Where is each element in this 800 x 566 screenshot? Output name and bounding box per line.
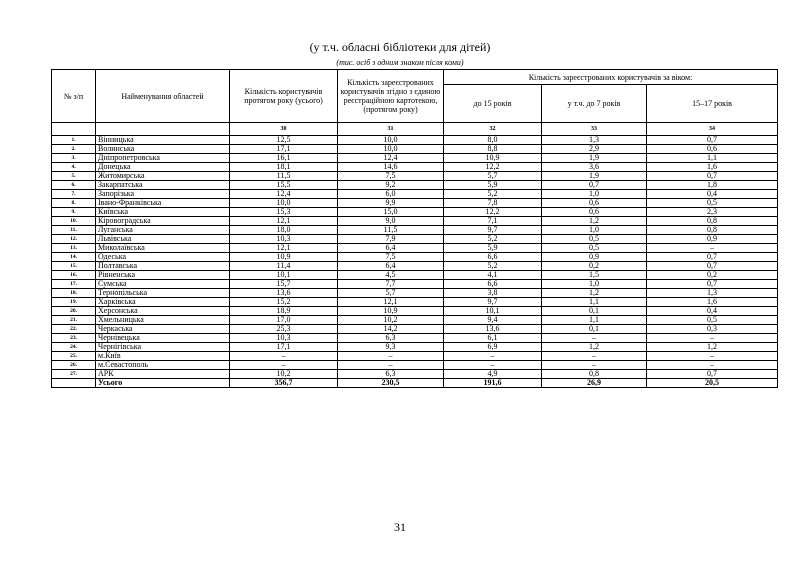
row-index: 15. [52,262,96,271]
value-cell: – [542,334,647,343]
table-row [52,208,778,217]
column-number: 30 [230,123,338,136]
value-cell: 10,1 [230,271,338,280]
value-cell: – [542,352,647,361]
value-cell: 12,5 [230,136,338,145]
value-cell: 10,9 [230,253,338,262]
value-cell: 1,0 [542,226,647,235]
region-name: Дніпропетровська [96,154,230,163]
value-cell: – [647,352,778,361]
value-cell: 11,5 [338,226,444,235]
value-cell: 10,2 [338,316,444,325]
value-cell: 1,8 [647,181,778,190]
region-name: Івано-Франківська [96,199,230,208]
header-by-age: Кількість зареєстрованих користувачів за віком: [444,70,778,85]
value-cell: 0,5 [542,235,647,244]
total-row [52,379,778,388]
value-cell: 9,4 [444,316,542,325]
row-index: 25. [52,352,96,361]
value-cell: 4,9 [444,370,542,379]
row-index: 4. [52,163,96,172]
table-row [52,145,778,154]
value-cell: 10,2 [230,370,338,379]
value-cell: – [647,334,778,343]
value-cell: 1,9 [542,154,647,163]
value-cell: 9,7 [444,298,542,307]
value-cell: 6,4 [338,244,444,253]
region-name: Тернопільська [96,289,230,298]
column-number: 34 [647,123,778,136]
value-cell: 4,1 [444,271,542,280]
row-index: 17. [52,280,96,289]
row-index: 18. [52,289,96,298]
table-row [52,271,778,280]
value-cell: – [230,352,338,361]
value-cell: 16,1 [230,154,338,163]
region-name: м.Севастополь [96,361,230,370]
row-index: 7. [52,190,96,199]
table-row [52,280,778,289]
row-index: 26. [52,361,96,370]
value-cell: 7,1 [444,217,542,226]
value-cell: 7,5 [338,253,444,262]
table-row [52,298,778,307]
value-cell: 7,7 [338,280,444,289]
row-index: 27. [52,370,96,379]
row-index: 2. [52,145,96,154]
value-cell: 6,0 [338,190,444,199]
library-users-table [51,69,778,388]
row-index: 8. [52,199,96,208]
row-index: 13. [52,244,96,253]
value-cell: – [338,352,444,361]
value-cell: 10,1 [444,307,542,316]
value-cell: 5,9 [444,244,542,253]
value-cell: 11,5 [230,172,338,181]
region-name: Львівська [96,235,230,244]
table-row [52,253,778,262]
value-cell: 13,6 [230,289,338,298]
value-cell: 3,8 [444,289,542,298]
row-index: 9. [52,208,96,217]
header-total-users: Кількість користувачів протягом року (усього) [230,70,338,123]
value-cell: 6,6 [444,253,542,262]
value-cell: 1,0 [542,280,647,289]
region-name: Черкаська [96,325,230,334]
value-cell: 10,0 [230,199,338,208]
value-cell: 25,3 [230,325,338,334]
total-value: 20,5 [647,379,778,388]
region-name: Чернівецька [96,334,230,343]
region-name: Житомирська [96,172,230,181]
value-cell: 10,9 [444,154,542,163]
value-cell: 0,9 [542,253,647,262]
value-cell: 7,8 [444,199,542,208]
table-row [52,226,778,235]
value-cell: 9,9 [338,199,444,208]
row-index: 19. [52,298,96,307]
value-cell: 12,4 [230,190,338,199]
value-cell: 0,2 [647,271,778,280]
value-cell: 1,3 [542,136,647,145]
value-cell: 3,6 [542,163,647,172]
value-cell: 1,1 [647,154,778,163]
value-cell: 11,4 [230,262,338,271]
table-row [52,244,778,253]
row-index: 23. [52,334,96,343]
table-row [52,199,778,208]
region-name: Херсонська [96,307,230,316]
value-cell: 1,2 [647,343,778,352]
value-cell: 15,5 [230,181,338,190]
value-cell: 12,1 [230,217,338,226]
value-cell: 1,1 [542,316,647,325]
value-cell: 1,2 [542,217,647,226]
blank-cell [52,379,96,388]
region-name: Миколаївська [96,244,230,253]
value-cell: 0,8 [647,217,778,226]
row-index: 10. [52,217,96,226]
value-cell: 0,5 [542,244,647,253]
value-cell: 2,9 [542,145,647,154]
region-name: Кіровоградська [96,217,230,226]
blank-cell [96,123,230,136]
value-cell: 10,0 [338,136,444,145]
value-cell: 1,6 [647,298,778,307]
value-cell: – [542,361,647,370]
value-cell: 9,2 [338,181,444,190]
value-cell: 1,2 [542,343,647,352]
region-name: Харківська [96,298,230,307]
region-name: Чернігівська [96,343,230,352]
header-region: Найменування областей [96,70,230,123]
table-row [52,136,778,145]
value-cell: 5,2 [444,190,542,199]
total-value: 26,9 [542,379,647,388]
table-row [52,181,778,190]
value-cell: 0,4 [647,307,778,316]
table-row [52,190,778,199]
value-cell: 10,9 [338,307,444,316]
value-cell: 0,4 [647,190,778,199]
column-number: 31 [338,123,444,136]
value-cell: 6,4 [338,262,444,271]
value-cell: 5,2 [444,262,542,271]
value-cell: – [444,361,542,370]
header-15-17: 15–17 років [647,85,778,123]
value-cell: 0,7 [647,172,778,181]
value-cell: 0,1 [542,325,647,334]
value-cell: 6,9 [444,343,542,352]
row-index: 16. [52,271,96,280]
value-cell: 6,1 [444,334,542,343]
value-cell: 15,2 [230,298,338,307]
table-body [52,123,778,388]
value-cell: 17,0 [230,316,338,325]
row-index: 20. [52,307,96,316]
value-cell: 4,5 [338,271,444,280]
table-row [52,172,778,181]
value-cell: 0,7 [542,181,647,190]
region-name: Сумська [96,280,230,289]
value-cell: 0,7 [647,262,778,271]
value-cell: 17,1 [230,343,338,352]
value-cell: 15,3 [230,208,338,217]
value-cell: 12,2 [444,163,542,172]
value-cell: 0,5 [647,316,778,325]
region-name: м.Київ [96,352,230,361]
region-name: Рівненська [96,271,230,280]
value-cell: 7,5 [338,172,444,181]
region-name: Луганська [96,226,230,235]
value-cell: 15,0 [338,208,444,217]
value-cell: 5,2 [444,235,542,244]
value-cell: 18,1 [230,163,338,172]
region-name: Волинська [96,145,230,154]
value-cell: 0,7 [647,253,778,262]
header-registered-users: Кількість зареєстрованих користувачів згідно з єдиною реєстраційною картотекою, (протягом року) [338,70,444,123]
value-cell: 6,3 [338,334,444,343]
value-cell: 10,3 [230,334,338,343]
value-cell: 5,7 [338,289,444,298]
value-cell: – [338,361,444,370]
value-cell: 17,1 [230,145,338,154]
blank-cell [52,123,96,136]
table-row [52,163,778,172]
table-row [52,217,778,226]
value-cell: – [647,244,778,253]
table-row [52,154,778,163]
row-index: 12. [52,235,96,244]
value-cell: 0,7 [647,370,778,379]
units-note: (тис. осіб з одним знаком після коми) [336,58,464,67]
value-cell: 0,5 [647,199,778,208]
value-cell: 10,0 [338,145,444,154]
row-index: 24. [52,343,96,352]
value-cell: 9,7 [444,226,542,235]
value-cell: 0,3 [647,325,778,334]
table-row [52,316,778,325]
value-cell: 0,1 [542,307,647,316]
value-cell: 8,8 [444,145,542,154]
page-title: (у т.ч. обласні бібліотеки для дітей) [309,40,491,54]
region-name: Закарпатська [96,181,230,190]
value-cell: 1,1 [542,298,647,307]
value-cell: 7,9 [338,235,444,244]
value-cell: 15,7 [230,280,338,289]
table-row [52,361,778,370]
header-under-7: у т.ч. до 7 років [542,85,647,123]
value-cell: 0,7 [647,136,778,145]
value-cell: 0,8 [542,370,647,379]
value-cell: 12,1 [338,298,444,307]
row-index: 6. [52,181,96,190]
value-cell: 1,5 [542,271,647,280]
value-cell: 18,9 [230,307,338,316]
column-number: 32 [444,123,542,136]
value-cell: 1,2 [542,289,647,298]
table-row [52,352,778,361]
total-value: 230,5 [338,379,444,388]
row-index: 14. [52,253,96,262]
region-name: Київська [96,208,230,217]
value-cell: 9,0 [338,217,444,226]
row-index: 3. [52,154,96,163]
header-under-15: до 15 років [444,85,542,123]
value-cell: 13,6 [444,325,542,334]
value-cell: 0,9 [647,235,778,244]
region-name: АРК [96,370,230,379]
table-row [52,307,778,316]
region-name: Запорізька [96,190,230,199]
value-cell: 0,6 [542,208,647,217]
row-index: 5. [52,172,96,181]
value-cell: 12,2 [444,208,542,217]
value-cell: – [230,361,338,370]
value-cell: 5,9 [444,181,542,190]
value-cell: 12,4 [338,154,444,163]
table-row [52,289,778,298]
row-index: 1. [52,136,96,145]
row-index: 21. [52,316,96,325]
page-number: 31 [394,520,406,534]
value-cell: 0,6 [647,145,778,154]
total-value: 356,7 [230,379,338,388]
value-cell: 12,1 [230,244,338,253]
value-cell: 0,6 [542,199,647,208]
table-row [52,334,778,343]
region-name: Вінницька [96,136,230,145]
value-cell: 6,3 [338,370,444,379]
value-cell: 5,7 [444,172,542,181]
table-row [52,262,778,271]
region-name: Донецька [96,163,230,172]
column-number-row [52,123,778,136]
value-cell: 14,6 [338,163,444,172]
value-cell: 9,3 [338,343,444,352]
value-cell: 2,3 [647,208,778,217]
value-cell: 10,3 [230,235,338,244]
value-cell: 1,9 [542,172,647,181]
value-cell: 1,3 [647,289,778,298]
header-index: № з/п [52,70,96,123]
value-cell: 6,6 [444,280,542,289]
row-index: 22. [52,325,96,334]
value-cell: – [647,361,778,370]
region-name: Одеська [96,253,230,262]
table-row [52,370,778,379]
table-row [52,325,778,334]
value-cell: – [444,352,542,361]
value-cell: 1,6 [647,163,778,172]
total-value: 191,6 [444,379,542,388]
region-name: Хмельницька [96,316,230,325]
total-label: Усього [96,379,230,388]
row-index: 11. [52,226,96,235]
value-cell: 18,0 [230,226,338,235]
value-cell: 0,7 [647,280,778,289]
value-cell: 8,0 [444,136,542,145]
table-row [52,235,778,244]
value-cell: 0,8 [647,226,778,235]
value-cell: 0,2 [542,262,647,271]
column-number: 33 [542,123,647,136]
value-cell: 14,2 [338,325,444,334]
region-name: Полтавська [96,262,230,271]
table-row [52,343,778,352]
value-cell: 1,0 [542,190,647,199]
